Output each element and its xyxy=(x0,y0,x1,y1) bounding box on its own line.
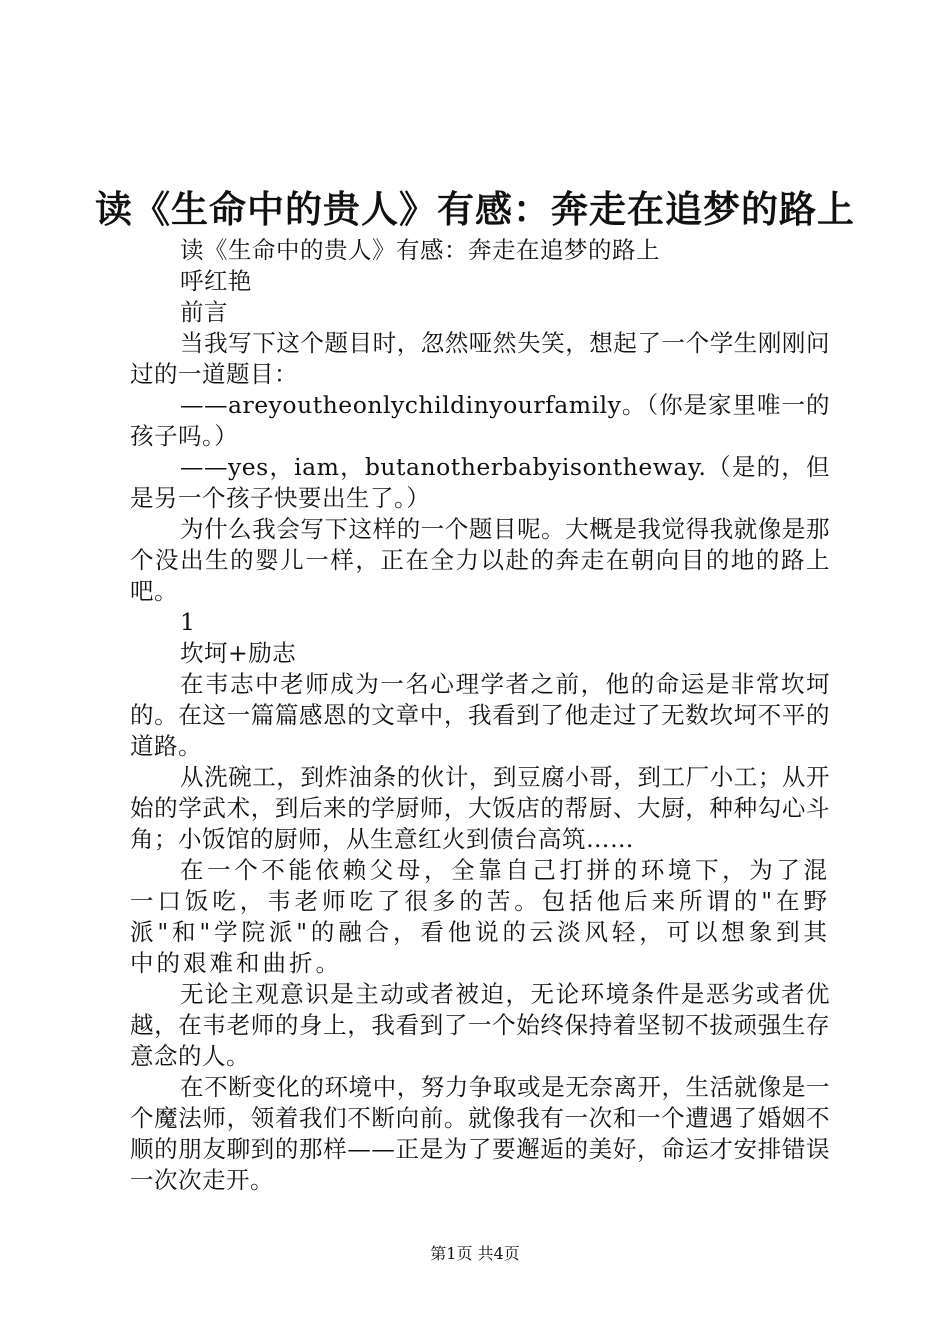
paragraph-reason: 为什么我会写下这样的一个题目呢。大概是我觉得我就像是那个没出生的婴儿一样，正在全力以赴的奔走在朝向目的地的路上吧。 xyxy=(130,515,830,605)
paragraph-question: ——areyoutheonlychildinyourfamily。（你是家里唯一的孩子吗。） xyxy=(130,391,830,450)
paragraph-body: 在韦志中老师成为一名心理学者之前，他的命运是非常坎坷的。在这一篇篇感恩的文章中，我看到了他走过了无数坎坷不平的道路。 xyxy=(130,670,830,760)
paragraph-answer: ——yes，iam，butanotherbabyisontheway.（是的，但是另一个孩子快要出生了。） xyxy=(130,453,830,512)
paragraph-body: 从洗碗工，到炸油条的伙计，到豆腐小哥，到工厂小工；从开始的学武术，到后来的学厨师，大饭店的帮厨、大厨，种种勾心斗角；小饭馆的厨师，从生意红火到债台高筑…… xyxy=(130,763,830,853)
paragraph-heading-repeat: 读《生命中的贵人》有感：奔走在追梦的路上 xyxy=(180,236,660,264)
paragraph-author: 呼红艳 xyxy=(180,267,252,295)
page-number-footer: 第1页 共4页 xyxy=(430,1244,520,1263)
paragraph-body: 在不断变化的环境中，努力争取或是无奈离开，生活就像是一个魔法师，领着我们不断向前。就像我有一次和一个遭遇了婚姻不顺的朋友聊到的那样——正是为了要邂逅的美好，命运才安排错误一次次走开。 xyxy=(130,1073,830,1194)
document-body xyxy=(130,235,830,1196)
paragraph-preface-label: 前言 xyxy=(180,298,228,326)
paragraph-body: 在一个不能依赖父母，全靠自己打拼的环境下，为了混一口饭吃，韦老师吃了很多的苦。包括他后来所谓的"在野派"和"学院派"的融合，看他说的云淡风轻，可以想象到其中的艰难和曲折。 xyxy=(130,856,830,977)
document-title: 读《生命中的贵人》有感：奔走在追梦的路上 xyxy=(95,187,855,231)
paragraph-intro: 当我写下这个题目时，忽然哑然失笑，想起了一个学生刚刚问过的一道题目： xyxy=(130,329,830,388)
paragraph-body: 无论主观意识是主动或者被迫，无论环境条件是恶劣或者优越，在韦老师的身上，我看到了一个始终保持着坚韧不拔顽强生存意念的人。 xyxy=(130,980,830,1070)
paragraph-section-number: 1 xyxy=(180,608,196,636)
paragraph-section-title: 坎坷+励志 xyxy=(180,639,297,667)
